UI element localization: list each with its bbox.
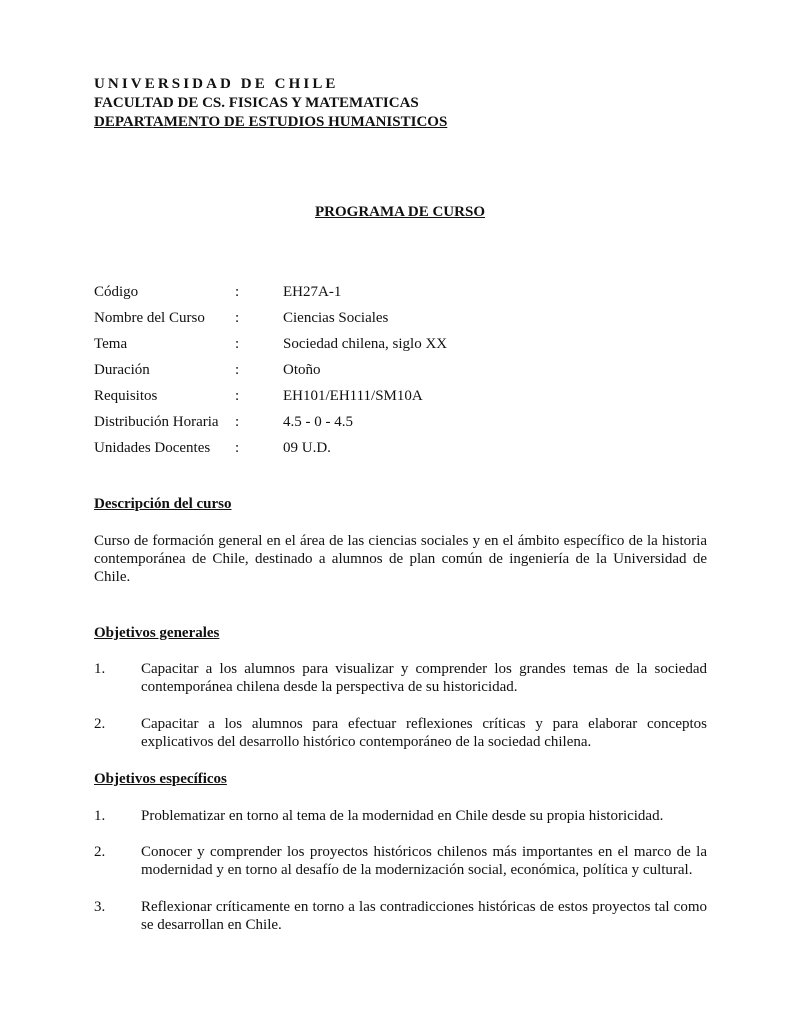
info-value: Ciencias Sociales	[283, 310, 389, 326]
info-value: Otoño	[283, 362, 321, 378]
info-value: 09 U.D.	[283, 440, 331, 456]
item-text: Conocer y comprender los proyectos históricos chilenos más importantes en el marco de la modernidad y en torno al desafío de la modernización social, económica, política y cultural.	[141, 844, 707, 878]
info-value: EH27A-1	[283, 284, 342, 300]
course-info-row	[94, 439, 594, 465]
info-separator: :	[235, 310, 240, 326]
info-separator: :	[235, 362, 240, 378]
course-info-row	[94, 387, 594, 413]
info-value: Sociedad chilena, siglo XX	[283, 336, 448, 352]
info-separator: :	[235, 414, 240, 430]
info-label: Nombre del Curso	[94, 310, 205, 326]
general-objectives-heading: Objetivos generales	[94, 625, 220, 641]
info-label: Tema	[94, 336, 128, 352]
info-value: 4.5 - 0 - 4.5	[283, 414, 353, 430]
item-number: 2.	[94, 716, 106, 732]
course-info-row	[94, 309, 594, 335]
info-label: Duración	[94, 362, 150, 378]
item-text: Capacitar a los alumnos para visualizar y comprender los grandes temas de la sociedad contemporánea chilena desde la perspectiva de su historicidad.	[141, 661, 707, 695]
item-number: 1.	[94, 661, 106, 677]
specific-objectives-heading: Objetivos específicos	[94, 771, 227, 787]
department-name: DEPARTAMENTO DE ESTUDIOS HUMANISTICOS	[94, 114, 448, 130]
info-value: EH101/EH111/SM10A	[283, 388, 423, 404]
item-number: 1.	[94, 808, 106, 824]
item-text: Reflexionar críticamente en torno a las contradicciones históricas de estos proyectos tal como se desarrollan en Chile.	[141, 899, 707, 933]
institution-header	[94, 75, 447, 132]
description-heading: Descripción del curso	[94, 496, 232, 512]
course-info-row	[94, 335, 594, 361]
course-info-table	[94, 283, 594, 465]
info-separator: :	[235, 440, 240, 456]
info-separator: :	[235, 284, 240, 300]
info-label: Distribución Horaria	[94, 414, 219, 430]
faculty-name: FACULTAD DE CS. FISICAS Y MATEMATICAS	[94, 95, 419, 111]
item-text: Problematizar en torno al tema de la modernidad en Chile desde su propia historicidad.	[141, 808, 664, 824]
info-label: Unidades Docentes	[94, 440, 211, 456]
item-number: 2.	[94, 844, 106, 860]
course-info-row	[94, 413, 594, 439]
course-info-row	[94, 361, 594, 387]
document-title: PROGRAMA DE CURSO	[314, 204, 485, 220]
item-number: 3.	[94, 899, 106, 915]
item-text: Capacitar a los alumnos para efectuar reflexiones críticas y para elaborar conceptos explicativos del desarrollo histórico contemporáneo de la sociedad chilena.	[141, 716, 707, 750]
info-separator: :	[235, 336, 240, 352]
info-label: Requisitos	[94, 388, 158, 404]
course-info-row	[94, 283, 594, 309]
university-name: UNIVERSIDAD DE CHILE	[94, 76, 339, 92]
info-label: Código	[94, 284, 139, 300]
description-text: Curso de formación general en el área de las ciencias sociales y en el ámbito específico de la historia contemporánea de Chile, destinado a alumnos de plan común de ingeniería de la Universidad de Chile.	[94, 533, 707, 585]
info-separator: :	[235, 388, 240, 404]
